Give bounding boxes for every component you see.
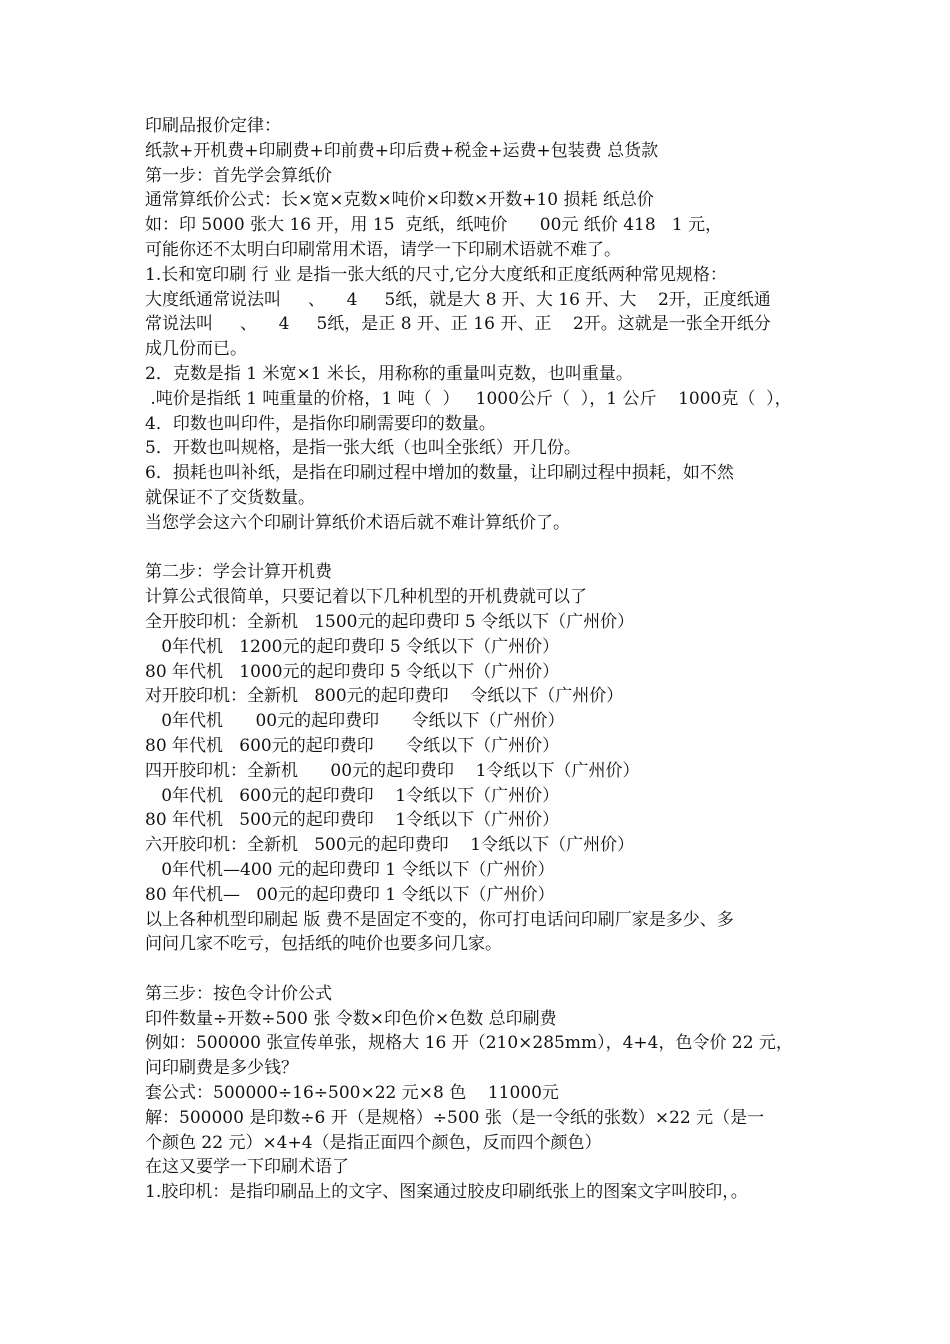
text-line: 可能你还不太明白印刷常用术语，请学一下印刷术语就不难了。 [145,239,621,260]
text-line: 80 年代机 1000元的起印费印 5 令纸以下（广州价） [145,661,560,682]
text-line: 计算公式很简单，只要记着以下几种机型的开机费就可以了 [145,587,587,608]
text-line: 0年代机 1200元的起印费印 5 令纸以下（广州价） [145,636,560,657]
text-line: 问印刷费是多少钱？ [145,1058,298,1079]
text-line: 1.长和宽印刷 行 业 是指一张大纸的尺寸,它分大度纸和正度纸两种常见规格： [145,264,727,285]
text-line: 第一步：首先学会算纸价 [145,165,332,186]
blank-line [145,536,825,561]
text-line: 六开胶印机：全新机 500元的起印费印 1令纸以下（广州价） [145,835,635,856]
text-line: 当您学会这六个印刷计算纸价术语后就不难计算纸价了。 [145,512,570,533]
text-line: 印刷品报价定律： [145,116,281,136]
text-line: 大度纸通常说法叫 、 4 5纸，就是大 8 开、大 16 开、大 2开，正度纸通 [145,289,771,310]
text-line: 全开胶印机：全新机 1500元的起印费印 5 令纸以下（广州价） [145,611,635,632]
text-line: 0年代机—400 元的起印费印 1 令纸以下（广州价） [145,859,555,880]
text-line: 就保证不了交货数量。 [145,487,315,508]
text-line: 如：印 5000 张大 16 开，用 15 克纸，纸吨价 00元 纸价 418 1 元， [145,215,723,236]
text-line: 80 年代机 600元的起印费印 令纸以下（广州价） [145,735,560,756]
blank-line [145,957,825,982]
text-line: 在这又要学一下印刷术语了 [145,1157,349,1178]
text-line: 以上各种机型印刷起 版 费不是固定不变的，你可打电话问印刷厂家是多少、多 [145,909,734,930]
text-line: 6．损耗也叫补纸，是指在印刷过程中增加的数量，让印刷过程中损耗，如不然 [145,463,734,484]
text-line: 第三步：按色令计价公式 [145,983,332,1004]
text-line: 常说法叫 、 4 5纸，是正 8 开、正 16 开、正 2开。这就是一张全开纸分 [145,314,771,335]
text-line: 问问几家不吃亏，包括纸的吨价也要多问几家。 [145,934,502,955]
text-line: 1.胶印机：是指印刷品上的文字、图案通过胶皮印刷纸张上的图案文字叫胶印，。 [145,1182,748,1203]
text-line: 纸款+开机费+印刷费+印前费+印后费+税金+运费+包装费 总货款 [145,140,659,161]
text-line: 2．克数是指 1 米宽×1 米长，用称称的重量叫克数，也叫重量。 [145,363,633,384]
text-line: 第二步：学会计算开机费 [145,562,332,583]
text-line: 解：500000 是印数÷6 开（是规格）÷500 张（是一令纸的张数）×22 元（是一 [145,1107,765,1128]
text-line: 4．印数也叫印件，是指你印刷需要印的数量。 [145,413,496,434]
text-line: 5．开数也叫规格，是指一张大纸（也叫全张纸）开几份。 [145,438,581,459]
text-line: 套公式：500000÷16÷500×22 元×8 色 11000元 [145,1083,559,1104]
text-line: 个颜色 22 元）×4+4（是指正面四个颜色，反而四个颜色） [145,1132,602,1153]
text-line: 四开胶印机：全新机 00元的起印费印 1令纸以下（广州价） [145,760,640,781]
document-body [145,114,825,1205]
text-line: 0年代机 00元的起印费印 令纸以下（广州价） [145,711,565,732]
text-line: 0年代机 600元的起印费印 1令纸以下（广州价） [145,785,560,806]
text-line: 对开胶印机：全新机 800元的起印费印 令纸以下（广州价） [145,686,624,707]
text-line: 印件数量÷开数÷500 张 令数×印色价×色数 总印刷费 [145,1008,557,1029]
text-line: 80 年代机— 00元的起印费印 1 令纸以下（广州价） [145,884,555,905]
text-line: 例如：500000 张宣传单张，规格大 16 开（210×285mm），4+4，色令价 22 元， [145,1033,793,1054]
text-line: 80 年代机 500元的起印费印 1令纸以下（广州价） [145,810,560,831]
text-line: 成几份而已。 [145,339,247,360]
text-line: .吨价是指纸 1 吨重量的价格，1 吨（ ） 1000公斤（ ），1 公斤 1000克（ ）， [145,388,792,409]
text-line: 通常算纸价公式：长×宽×克数×吨价×印数×开数+10 损耗 纸总价 [145,190,654,211]
